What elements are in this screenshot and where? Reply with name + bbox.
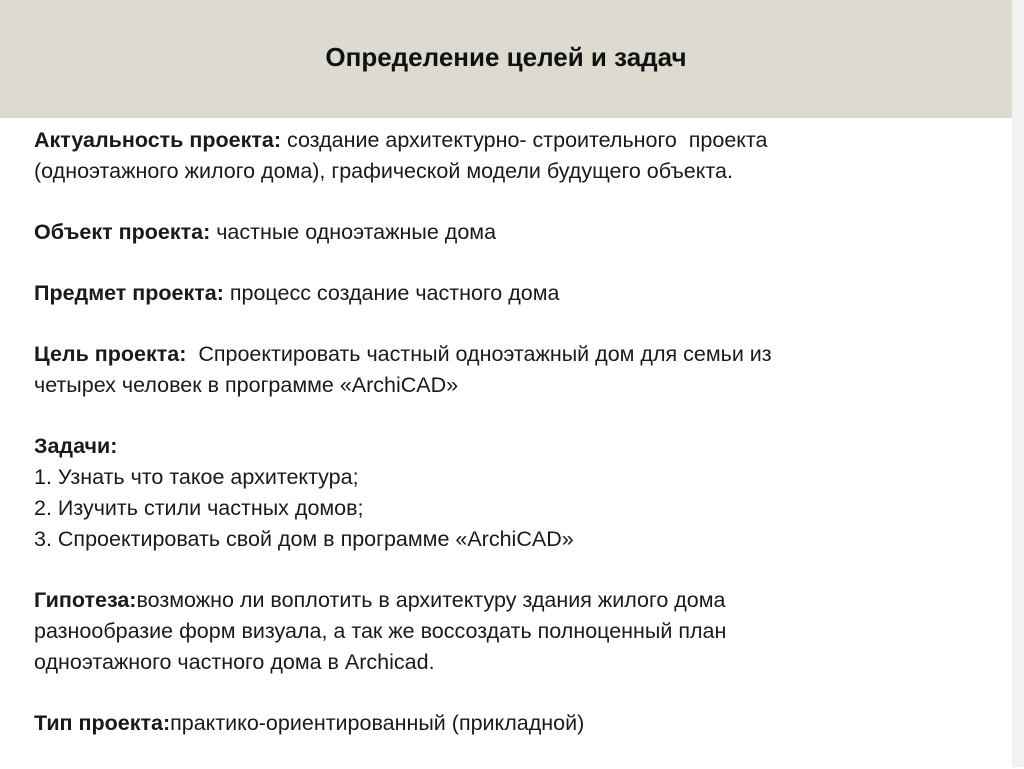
relevance-label: Актуальность проекта: (34, 128, 281, 152)
subject-label: Предмет проекта: (34, 281, 224, 305)
relevance-line-1 (34, 125, 984, 156)
subject-text: процесс создание частного дома (223, 281, 560, 305)
task-item-3: 3. Спроектировать свой дом в программе «ArchiCAD» (34, 527, 574, 551)
relevance-section (34, 125, 984, 187)
hypothesis-line-1 (34, 585, 984, 616)
subject-section (34, 278, 984, 309)
hypothesis-label: Гипотеза: (34, 588, 137, 612)
subject-line (34, 278, 984, 309)
object-section (34, 217, 984, 248)
relevance-text-1: создание архитектурно- строительного проекта (281, 128, 768, 152)
task-item-2: 2. Изучить стили частных домов; (34, 496, 364, 520)
task-item-1: 1. Узнать что такое архитектура; (34, 465, 359, 489)
type-section (34, 708, 984, 739)
hypothesis-section (34, 585, 984, 678)
goal-text-2: четырех человек в программе «ArchiCAD» (34, 373, 459, 397)
scroll-rail (1012, 0, 1024, 767)
tasks-section (34, 431, 984, 555)
object-text: частные одноэтажные дома (210, 220, 497, 244)
goal-text-1: Спроектировать частный одноэтажный дом для семьи из (186, 342, 772, 366)
slide-title: Определение целей и задач (325, 42, 687, 72)
goal-line-1 (34, 339, 984, 370)
object-label: Объект проекта: (34, 220, 211, 244)
goal-section (34, 339, 984, 401)
relevance-text-2: (одноэтажного жилого дома), графической модели будущего объекта. (34, 159, 733, 183)
type-line (34, 708, 984, 739)
slide-body (34, 125, 984, 769)
hypothesis-text-2: разнообразие форм визуала, а так же воссоздать полноценный план (34, 619, 727, 643)
type-text: практико-ориентированный (прикладной) (170, 711, 585, 735)
goal-label: Цель проекта: (34, 342, 187, 366)
hypothesis-text-3: одноэтажного частного дома в Archicad. (34, 650, 435, 674)
title-bar (0, 0, 1012, 118)
object-line (34, 217, 984, 248)
hypothesis-text-1: возможно ли воплотить в архитектуру здания жилого дома (136, 588, 726, 612)
type-label: Тип проекта: (34, 711, 171, 735)
tasks-label: Задачи: (34, 434, 118, 458)
